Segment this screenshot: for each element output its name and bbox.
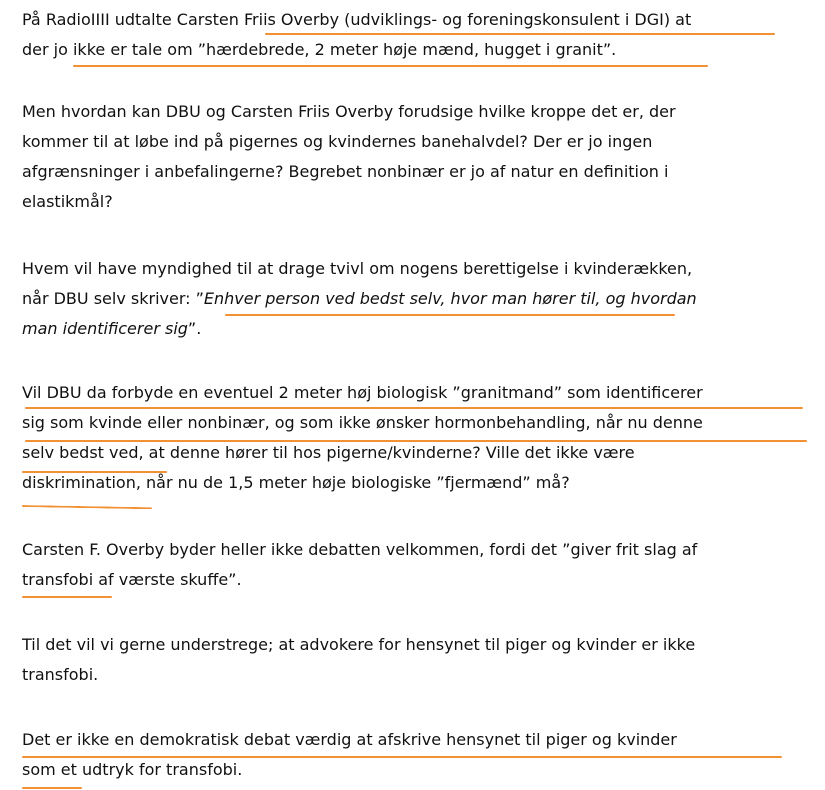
underline-annotation	[25, 407, 803, 409]
paragraph-5	[22, 535, 807, 595]
text-line	[22, 284, 807, 314]
underline-annotation	[225, 314, 675, 316]
underline-annotation	[25, 440, 807, 442]
text-span: når DBU selv skriver:	[22, 289, 196, 308]
text-line: sig som kvinde eller nonbinær, og som ikke ønsker hormonbehandling, når nu denne	[22, 413, 703, 432]
text-line: Det er ikke en demokratisk debat værdig at afskrive hensynet til piger og kvinder	[22, 730, 677, 749]
underline-annotation	[22, 505, 152, 509]
paragraph-2	[22, 97, 807, 217]
paragraph-6	[22, 630, 807, 690]
dbu-quote-cont: man identificerer sig	[22, 319, 188, 338]
paragraph-4	[22, 378, 807, 498]
text-span: ”.	[187, 319, 202, 338]
text-line: transfobi.	[22, 665, 99, 684]
text-line: som et udtryk for transfobi.	[22, 760, 243, 779]
paragraph-3	[22, 254, 807, 344]
paragraph-1	[22, 5, 807, 65]
text-line: Til det vil vi gerne understrege; at advokere for hensynet til piger og kvinder er ikke	[22, 635, 696, 654]
quote-mark: ”	[195, 289, 204, 308]
text-line: Carsten F. Overby byder heller ikke debatten velkommen, fordi det ”giver frit slag af	[22, 540, 698, 559]
text-line: afgrænsninger i anbefalingerne? Begrebet nonbinær er jo af natur en definition i	[22, 162, 669, 181]
underline-annotation	[265, 33, 775, 35]
text-line: der jo ikke er tale om ”hærdebrede, 2 meter høje mænd, hugget i granit”.	[22, 40, 617, 59]
text-line: elastikmål?	[22, 192, 113, 211]
text-line: Hvem vil have myndighed til at drage tvivl om nogens berettigelse i kvinderækken,	[22, 259, 693, 278]
dbu-quote: Enhver person ved bedst selv, hvor man hører til, og hvordan	[203, 289, 697, 308]
text-line: selv bedst ved, at denne hører til hos pigerne/kvinderne? Ville det ikke være	[22, 443, 635, 462]
paragraph-7	[22, 725, 807, 785]
underline-annotation	[73, 65, 708, 67]
text-line: kommer til at løbe ind på pigernes og kvindernes banehalvdel? Der er jo ingen	[22, 132, 653, 151]
text-line	[22, 314, 807, 344]
underline-annotation	[22, 471, 167, 473]
text-line: Vil DBU da forbyde en eventuel 2 meter høj biologisk ”granitmand” som identificerer	[22, 383, 703, 402]
text-line: diskrimination, når nu de 1,5 meter høje biologiske ”fjermænd” må?	[22, 473, 570, 492]
underline-annotation	[22, 756, 782, 758]
underline-annotation	[22, 787, 82, 789]
text-line: Men hvordan kan DBU og Carsten Friis Overby forudsige hvilke kroppe det er, der	[22, 102, 676, 121]
underline-annotation	[22, 596, 112, 598]
text-line: På RadioIIII udtalte Carsten Friis Overby (udviklings- og foreningskonsulent i DGI) at	[22, 10, 692, 29]
text-line: transfobi af værste skuffe”.	[22, 570, 242, 589]
